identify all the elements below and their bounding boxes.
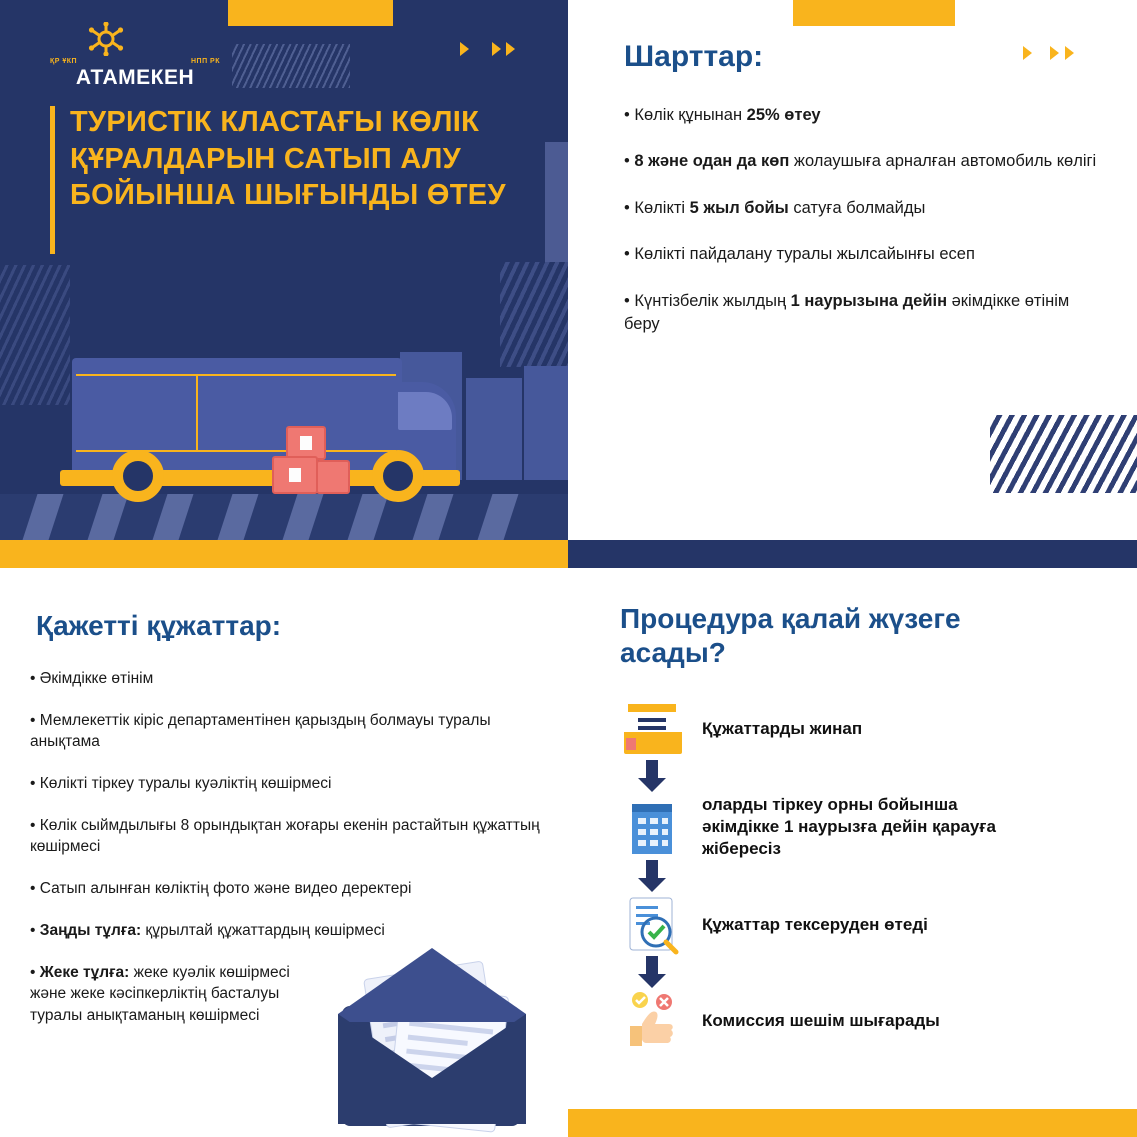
- conditions-list: [624, 104, 1104, 360]
- navy-divider-bar: [568, 540, 1137, 568]
- page-title: ТУРИСТІК КЛАСТАҒЫ КӨЛІК ҚҰРАЛДАРЫН САТЫП АЛУ БОЙЫНША ШЫҒЫНДЫ ӨТЕУ: [70, 106, 506, 212]
- list-item: • Әкімдікке өтінім: [30, 670, 154, 687]
- chevron-decoration: [990, 415, 1137, 493]
- procedure-flow: [620, 698, 1120, 1052]
- list-item: • Сатып алынған көліктің фото және видео деректері: [30, 880, 412, 898]
- van-wheel: [372, 450, 424, 502]
- yellow-footer-bar: [568, 1109, 1137, 1137]
- brand-sub-right: НПП РК: [190, 58, 220, 65]
- yellow-tab-accent: [793, 0, 955, 26]
- arrow-icon: [1065, 46, 1074, 60]
- flow-step: [620, 990, 1120, 1052]
- thumbs-up-down-decision-icon: [620, 990, 686, 1052]
- brand-sub-left: ҚР ҰКП: [50, 58, 78, 65]
- van-trim-line: [76, 450, 396, 452]
- building-shape: [466, 378, 522, 480]
- folder-documents-icon: [620, 698, 686, 760]
- list-item: • Заңды тұлға: құрылтай құжаттардың көшірмесі: [30, 921, 385, 939]
- package-box: [272, 456, 318, 494]
- government-building-icon: [620, 796, 686, 858]
- arrow-icon: [460, 42, 469, 56]
- panel-title: [0, 0, 568, 540]
- flow-step: [620, 698, 1120, 760]
- document-check-magnifier-icon: [620, 894, 686, 956]
- arrow-decoration-group: [1023, 46, 1074, 60]
- list-item: • Көлік сыймдылығы 8 орындықтан жоғары екенін растайтын құжаттың көшірмесі: [30, 816, 540, 856]
- list-item: • Мемлекеттік кіріс департаментінен қарыздың болмауы туралы анықтама: [30, 711, 491, 751]
- arrow-icon: [492, 42, 501, 56]
- flow-step-label: Құжаттар тексеруден өтеді: [702, 915, 928, 935]
- panel-documents: [0, 568, 568, 1137]
- arrow-decoration-group: [460, 42, 515, 56]
- atameken-logo-icon: [86, 22, 126, 56]
- flow-arrow-icon: [620, 956, 686, 990]
- list-item: • 8 және одан да көп жолаушыға арналған автомобиль көлігі: [624, 152, 1097, 171]
- crosswalk-shape: [0, 494, 568, 540]
- diagonal-hatch-decoration: [232, 44, 350, 88]
- flow-step-label: Құжаттарды жинап: [702, 718, 863, 738]
- van-wheel: [112, 450, 164, 502]
- arrow-icon: [506, 42, 515, 56]
- list-item: • Күнтізбелік жылдың 1 наурызына дейін әкімдікке өтінім беру: [624, 291, 1070, 334]
- title-accent-bar: [50, 106, 55, 254]
- van-trim-line: [196, 374, 198, 452]
- panel-procedure: [568, 568, 1137, 1137]
- flow-step: [620, 894, 1120, 956]
- documents-title: Қажетті құжаттар:: [36, 610, 282, 641]
- list-item: • Көлікті 5 жыл бойы сатуға болмайды: [624, 198, 926, 217]
- van-trim-line: [76, 374, 396, 376]
- package-box: [286, 426, 326, 460]
- yellow-tab-accent: [228, 0, 393, 26]
- arrow-icon: [1023, 46, 1032, 60]
- flow-arrow-icon: [620, 760, 686, 794]
- delivery-van-illustration: [0, 330, 568, 540]
- building-shape: [524, 366, 568, 480]
- flow-step-label: Комиссия шешім шығарады: [702, 1011, 940, 1031]
- yellow-divider-bar: [0, 540, 568, 568]
- flow-step-label: оларды тіркеу орны бойынша әкімдікке 1 наурызға дейін қарауға жібересіз: [702, 795, 996, 859]
- package-box: [316, 460, 350, 494]
- flow-step: [620, 794, 1120, 860]
- list-item: • Жеке тұлға: жеке куәлік көшірмесі және жеке кәсіпкерліктің басталуы туралы анықтаманың көшірмесі: [30, 963, 290, 1024]
- brand-name: АТАМЕКЕН: [75, 66, 195, 89]
- list-item: • Көлікті пайдалану туралы жылсайынғы есеп: [624, 245, 975, 264]
- stack-of-documents-illustration: [320, 918, 550, 1133]
- conditions-title: Шарттар:: [624, 40, 764, 73]
- list-item: • Көлік құнынан 25% өтеу: [624, 106, 821, 124]
- procedure-title: Процедура қалай жүзеге асады?: [620, 603, 961, 669]
- arrow-icon: [1050, 46, 1059, 60]
- flow-arrow-icon: [620, 860, 686, 894]
- brand-logo: [50, 22, 220, 89]
- blue-block-decoration: [545, 142, 568, 262]
- list-item: • Көлікті тіркеу туралы куәліктің көшірмесі: [30, 775, 332, 793]
